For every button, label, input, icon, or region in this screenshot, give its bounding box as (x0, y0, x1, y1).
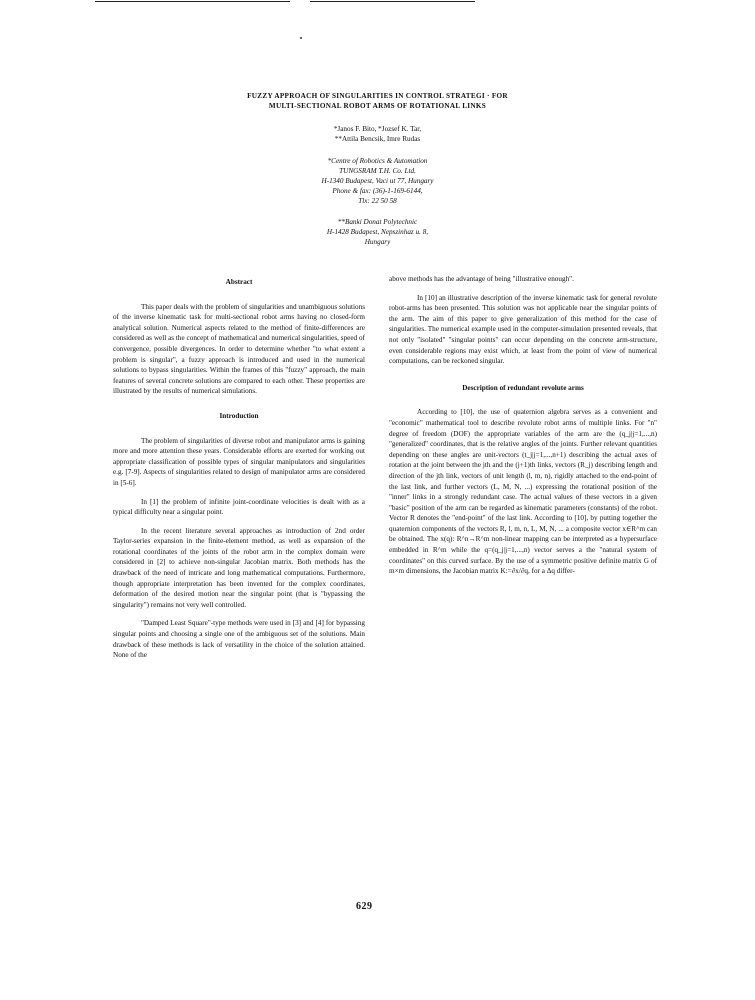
authors-line-1: *Janos F. Bito, *Jozsef K. Tar, (333, 125, 422, 133)
page-number: 629 (356, 901, 373, 912)
affiliation-2 (150, 217, 605, 247)
affiliation-1 (150, 156, 605, 206)
right-column (389, 274, 657, 585)
introduction-heading: Introduction (219, 411, 259, 420)
right-paragraph-2: In [10] an illustrative description of the inverse kinematic task for general revolute robot-arms has been presented. This solution was not applicable near the singular points of the arm. The aim of this paper to give generalization of this method for the case of singularities. The numerical example used in the computer-simulation presented reveals, that not only "isolated" "singular points" can occur depending on the concrete arm-structure, even considerable regions may exist which, at least from the point of view of numerical computations, can be reckoned singular. (389, 293, 657, 366)
abstract-heading: Abstract (225, 278, 253, 286)
affil1-line-5: Tlx: 22 50 58 (358, 197, 397, 205)
intro-paragraph-2: In [1] the problem of infinite joint-coordinate velocities is dealt with as a typical difficulty near a singular point. (113, 497, 365, 517)
affil1-line-3: H-1340 Budapest, Vaci ut 77, Hungary (321, 177, 434, 185)
right-paragraph-1: above methods has the advantage of being "illustrative enough". (389, 275, 574, 283)
top-rule-left (95, 1, 290, 2)
intro-paragraph-1: The problem of singularities of diverse robot and manipulator arms is gaining more and more attention these years. Considerable efforts are exerted for working out appropriate classification of possible types of singular manipulators and singularities e.g. [7-9]. Aspects of singularities related to design of manipulator arms are considered in [5-6]. (113, 436, 365, 487)
affil1-line-4: Phone & fax: (36)-1-169-6144, (332, 187, 423, 195)
right-paragraph-3: According to [10], the use of quaternion algebra serves as a convenient and "economic" mathematical tool to describe revolute robot arms of multiple links. For "n" degree of freedom (DOF) the appropriate variables of the arm are the (q_j|j=1,...,n) "generalized" coordinates, that is the relative angles of the joints. Further relevant quantities depending on these angles are unit-vectors (t_j|j=1,...,n+1) describing the actual axes of rotation at the joint between the jth and the (j+1)th links, vectors (R_j) describing length and direction of the jth link, vectors of unit length (l, m, n), rigidly attached to the end-point of the last link, and further vectors (L, M, N, ...) expressing the rotational position of the "inner" links in a strongly redundant case. The actual values of these vectors in a given "basic" position of the arm can be regarded as kinematic parameters (constants) of the robot. Vector R denotes the "end-point" of the last link. According to [10], by putting together the quaternion components of the vectors R, l, m, n, L, M, N, ... a composite vector x∈R^m can be obtained. The x(q): R^n→R^m non-linear mapping can be interpreted as a hypersurface embedded in R^m while the q=(q_j|j=1,...,n) vector serves a the "natural system of coordinates" on this curved surface. By the use of a symmetric positive definite matrix G of m×m dimensions, the Jacobian matrix K:=∂x/∂q, for a Δq differ- (389, 408, 657, 576)
authors (150, 124, 605, 144)
affil2-line-3: Hungary (364, 238, 391, 246)
top-rule-right (310, 1, 475, 2)
intro-paragraph-4: "Damped Least Square"-type methods were used in [3] and [4] for bypassing singular points and choosing a single one of the ambiguous set of the solutions. Main drawback of these methods is lack of versatility in the choice of the solution attained. None of the (113, 619, 365, 660)
title-line-1: FUZZY APPROACH OF SINGULARITIES IN CONTROL STRATEGI · FOR (247, 92, 508, 100)
abstract-text: This paper deals with the problem of singularities and unambiguous solutions of the inverse kinematic task for multi-sectional robot arms having no closed-form analytical solution. Numerical aspects related to the method of finite-differences are considered as well as the concept of mathematical and numerical singularities, speed of convergence, possible divergences. In order to determine whether "to what extent a problem is singular", a fuzzy approach is introduced and used in the numerical solutions to bypass singularities. Within the frames of this "fuzzy" approach, the main features of several concrete solutions are compared to each other. These properties are illustrated by the results of numerical simulations. (113, 302, 365, 396)
affil2-line-2: H-1428 Budapest, Nepszinhaz u. 8, (326, 228, 429, 236)
affil2-line-1: **Banki Donat Polytechnic (337, 218, 418, 226)
affil1-line-2: TUNGSRAM T.H. Co. Ltd. (339, 167, 416, 175)
affil1-line-1: *Centre of Robotics & Automation (327, 157, 428, 165)
left-column (113, 277, 365, 669)
redundant-arms-heading: Description of redundant revolute arms (462, 383, 584, 392)
title-line-2: MULTI-SECTIONAL ROBOT ARMS OF ROTATIONAL LINKS (268, 102, 487, 110)
scan-speck (300, 37, 302, 39)
intro-paragraph-3: In the recent literature several approaches as introduction of 2nd order Taylor-series expansion in the finite-element method, as well as expansion of the rotational coordinates of the joints of the robot arm in the complex domain were considered in [2] to achieve non-singular Jacobian matrix. Both methods has the drawback of the need of intricate and long mathematical computations. Furthermore, though appropriate interpretation has been invented for the complex coordinates, deformation of the desired motion near the singular point (that is "bypassing the singularity") remains not very well controlled. (113, 526, 365, 609)
authors-line-2: **Attila Bencsik, Imre Rudas (334, 135, 421, 143)
paper-title (150, 91, 605, 111)
